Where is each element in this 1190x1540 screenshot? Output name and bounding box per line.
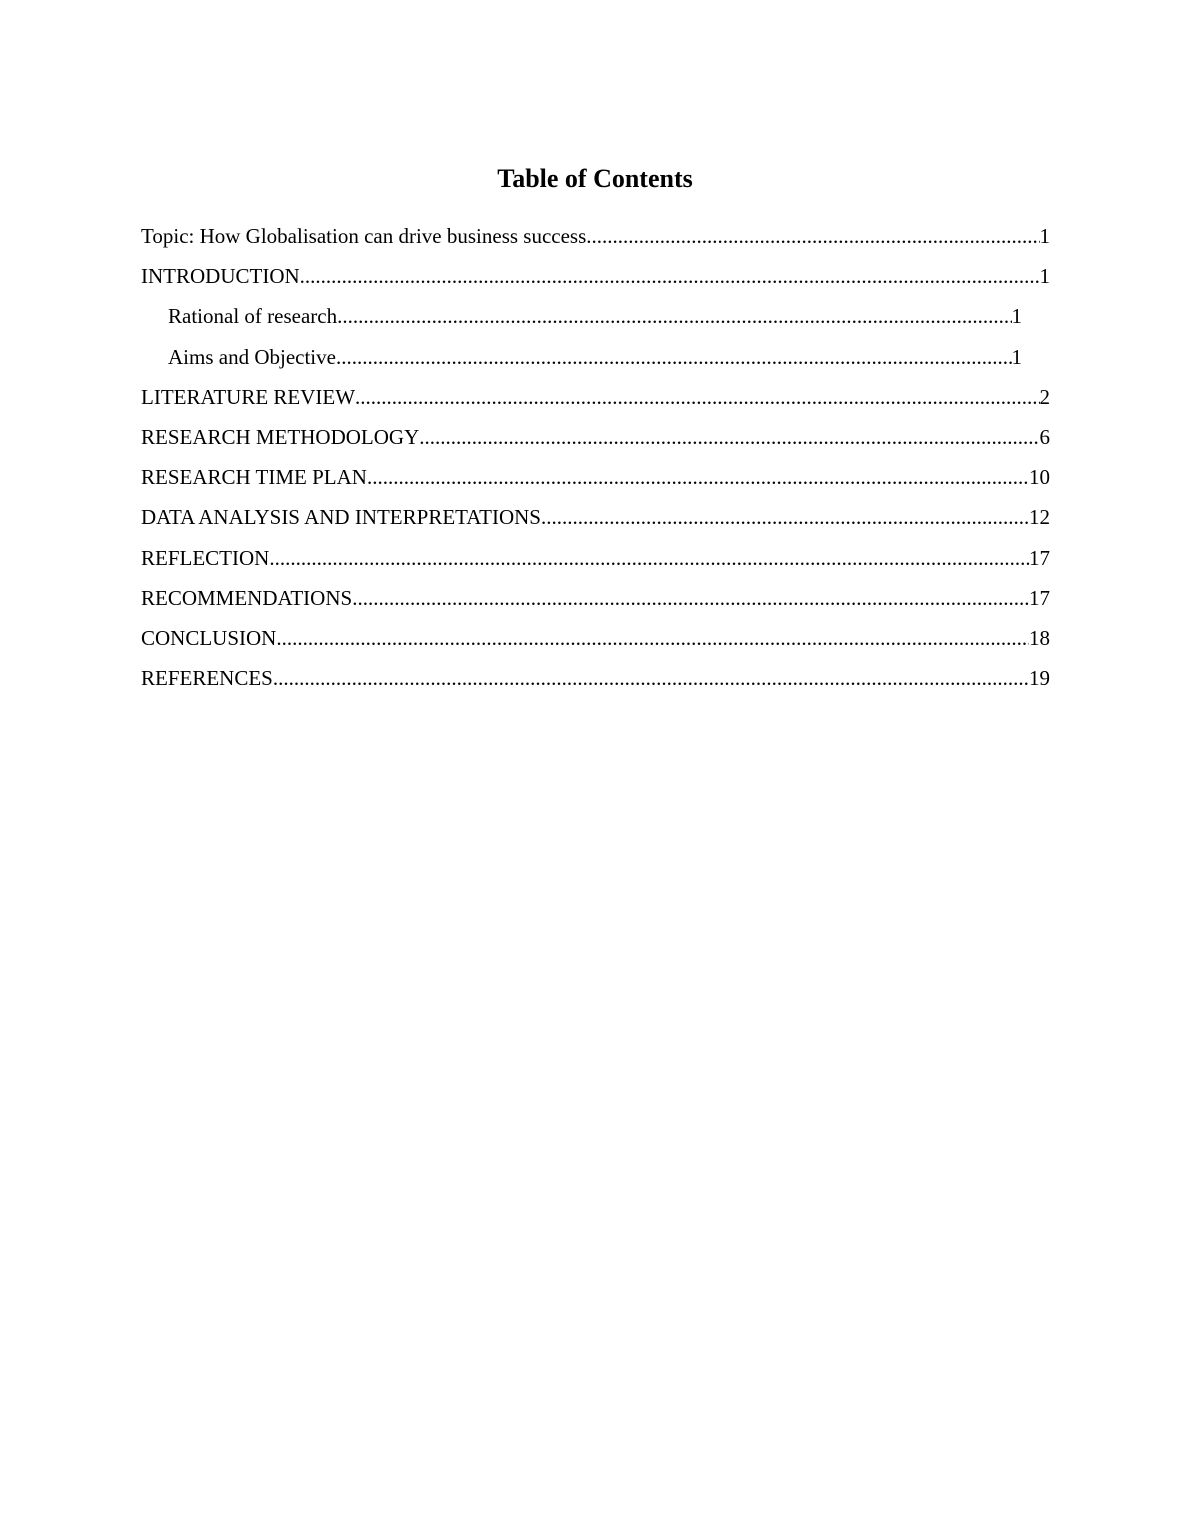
toc-entry-label: Topic: How Globalisation can drive business success. <box>141 224 592 248</box>
toc-dot-leader <box>352 578 1029 618</box>
toc-entry-topic[interactable] <box>0 216 1190 256</box>
toc-dot-leader <box>273 658 1029 698</box>
toc-entry-label: LITERATURE REVIEW <box>141 384 356 409</box>
toc-title: Table of Contents <box>497 164 693 193</box>
toc-dot-leader <box>367 457 1029 497</box>
toc-entry-page: 2 <box>1039 384 1050 409</box>
toc-entry-page: 1 <box>1039 224 1050 248</box>
toc-entry-label: REFERENCES <box>141 666 273 691</box>
toc-entry-label: RESEARCH TIME PLAN <box>141 465 367 490</box>
toc-list <box>0 216 1190 698</box>
toc-entry-page: 19 <box>1029 666 1050 691</box>
toc-entry-page: 10 <box>1029 465 1050 490</box>
toc-entry-page: 1 <box>1011 344 1022 369</box>
toc-entry-research-time-plan[interactable] <box>0 457 1190 497</box>
toc-entry-reflection[interactable] <box>0 538 1190 578</box>
toc-entry-data-analysis[interactable] <box>0 497 1190 537</box>
toc-entry-page: 17 <box>1029 585 1050 610</box>
toc-entry-label: Aims and Objective <box>168 344 336 369</box>
toc-dot-leader <box>300 256 1040 296</box>
toc-entry-label: CONCLUSION <box>141 625 277 650</box>
toc-entry-label: REFLECTION <box>141 545 270 570</box>
toc-dot-leader <box>541 497 1029 537</box>
toc-entry-conclusion[interactable] <box>0 618 1190 658</box>
toc-entry-label: RESEARCH METHODOLOGY <box>141 424 420 449</box>
toc-dot-leader <box>269 538 1029 578</box>
toc-entry-rational-of-research[interactable] <box>0 296 1190 336</box>
toc-entry-recommendations[interactable] <box>0 578 1190 618</box>
toc-entry-page: 1 <box>1011 304 1022 329</box>
toc-entry-label: RECOMMENDATIONS <box>141 585 353 610</box>
toc-entry-introduction[interactable] <box>0 256 1190 296</box>
toc-dot-leader <box>419 417 1039 457</box>
toc-entry-page: 17 <box>1029 545 1050 570</box>
toc-entry-label: DATA ANALYSIS AND INTERPRETATIONS <box>141 505 541 530</box>
toc-entry-research-methodology[interactable] <box>0 417 1190 457</box>
toc-entry-label: Rational of research <box>168 304 338 329</box>
toc-entry-label: INTRODUCTION <box>141 264 300 289</box>
toc-dot-leader <box>355 377 1039 417</box>
toc-entry-aims-and-objective[interactable] <box>0 337 1190 377</box>
toc-entry-page: 1 <box>1039 264 1050 289</box>
toc-dot-leader <box>592 216 1040 256</box>
toc-dot-leader <box>276 618 1029 658</box>
toc-dot-leader <box>337 296 1011 336</box>
toc-entry-page: 12 <box>1029 505 1050 530</box>
toc-entry-literature-review[interactable] <box>0 377 1190 417</box>
toc-entry-references[interactable] <box>0 658 1190 698</box>
toc-entry-page: 18 <box>1029 625 1050 650</box>
toc-dot-leader <box>336 337 1012 377</box>
toc-entry-page: 6 <box>1039 424 1050 449</box>
